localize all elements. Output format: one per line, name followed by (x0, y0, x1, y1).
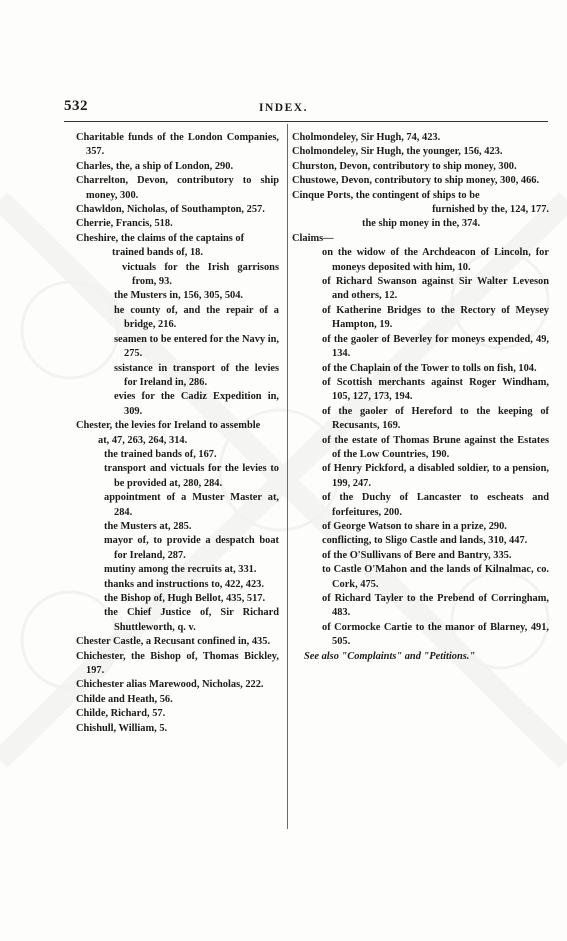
index-subentry: to Castle O'Mahon and the lands of Kilnalmac, co. Cork, 475. (322, 564, 549, 590)
index-subentry: of the Chaplain of the Tower to tolls on fish, 104. (322, 362, 537, 374)
index-subentry: the Chief Justice of, Sir Richard Shuttleworth, q. v. (104, 607, 279, 633)
index-subentry: of the O'Sullivans of Bere and Bantry, 335. (322, 549, 512, 561)
header-rule (64, 121, 548, 122)
index-entry-claims: Claims— (292, 232, 334, 244)
index-entry-cinque-ports: Cinque Ports, the contingent of ships to be (292, 189, 480, 201)
index-subentry: the ship money in the, 374. (362, 218, 481, 230)
index-subentry: of Henry Pickford, a disabled soldier, to a pension, 199, 247. (322, 463, 549, 489)
index-subentry: the Musters at, 285. (104, 520, 192, 532)
running-head: INDEX. (259, 102, 308, 114)
index-subentry: of Richard Tayler to the Prebend of Corringham, 483. (322, 593, 549, 619)
index-entry: Childe and Heath, 56. (76, 693, 173, 705)
index-subentry: victuals for the Irish garrisons from, 93. (122, 261, 279, 288)
index-entry: Churston, Devon, contributory to ship money, 300. (292, 160, 517, 172)
index-column-right (292, 131, 549, 664)
index-subentry: of George Watson to share in a prize, 290. (322, 520, 507, 532)
column-divider (287, 124, 288, 829)
index-entry: Chustowe, Devon, contributory to ship money, 300, 466. (292, 175, 540, 187)
index-entry: Cholmondeley, Sir Hugh, 74, 423. (292, 132, 441, 143)
index-entry-cheshire: Cheshire, the claims of the captains of (76, 232, 245, 244)
index-subentry: of the Duchy of Lancaster to escheats and forfeitures, 200. (322, 492, 549, 518)
index-subentry: of the gaoler of Beverley for moneys expended, 49, 134. (322, 333, 549, 360)
index-subentry: conflicting, to Sligo Castle and lands, 310, 447. (322, 535, 528, 547)
index-column-left (76, 131, 279, 736)
page-number: 532 (64, 98, 88, 114)
index-subentry: of the gaoler of Hereford to the keeping of Recusants, 169. (322, 405, 549, 432)
index-subentry: trained bands of, 18. (112, 247, 203, 259)
index-entry: Chichester, the Bishop of, Thomas Bickley, 197. (76, 650, 279, 677)
index-subentry: seamen to be entered for the Navy in, 275. (114, 333, 279, 360)
index-subentry: appointment of a Muster Master at, 284. (104, 492, 279, 518)
index-subentry: of Scottish merchants against Roger Windham, 105, 127, 173, 194. (322, 376, 549, 403)
index-entry: Chester Castle, a Recusant confined in, 435. (76, 636, 271, 648)
see-also-note: See also "Complaints" and "Petitions." (304, 650, 476, 662)
index-entry: Charrelton, Devon, contributory to ship money, 300. (76, 175, 279, 201)
index-subentry: of Katherine Bridges to the Rectory of Meysey Hampton, 19. (322, 304, 549, 331)
index-entry: Chawldon, Nicholas, of Southampton, 257. (76, 204, 265, 216)
index-subentry: thanks and instructions to, 422, 423. (104, 578, 264, 590)
index-subentry: mayor of, to provide a despatch boat for Ireland, 287. (104, 535, 279, 561)
index-subentry: the trained bands of, 167. (104, 448, 217, 460)
index-subentry: furnished by the, 124, 177. (432, 204, 549, 216)
index-subentry: ssistance in transport of the levies for Ireland in, 286. (114, 362, 279, 388)
index-subentry: at, 47, 263, 264, 314. (98, 434, 188, 446)
index-entry: Chishull, William, 5. (76, 722, 168, 734)
index-subentry: transport and victuals for the levies to be provided at, 280, 284. (104, 463, 279, 489)
index-subentry: he county of, and the repair of a bridge, 216. (114, 304, 279, 331)
index-entry-chester: Chester, the levies for Ireland to assemble (76, 420, 261, 432)
index-subentry: evies for the Cadiz Expedition in, 309. (114, 391, 279, 417)
index-subentry: mutiny among the recruits at, 331. (104, 564, 257, 576)
index-entry: Chichester alias Marewood, Nicholas, 222. (76, 679, 264, 691)
index-subentry: on the widow of the Archdeacon of Lincoln, for moneys deposited with him, 10. (322, 247, 549, 273)
index-subentry: of the estate of Thomas Brune against the Estates of the Low Countries, 190. (322, 434, 549, 460)
index-subentry: the Musters in, 156, 305, 504. (114, 290, 244, 302)
index-entry: Charles, the, a ship of London, 290. (76, 160, 234, 172)
index-subentry: of Richard Swanson against Sir Walter Leveson and others, 12. (322, 276, 549, 302)
index-entry: Childe, Richard, 57. (76, 708, 166, 720)
index-subentry: the Bishop of, Hugh Bellot, 435, 517. (104, 593, 266, 604)
index-entry: Charitable funds of the London Companies, 357. (76, 132, 279, 158)
index-subentry: of Cormocke Cartie to the manor of Blarney, 491, 505. (322, 621, 549, 648)
index-entry: Cholmondeley, Sir Hugh, the younger, 156, 423. (292, 146, 503, 158)
index-entry: Cherrie, Francis, 518. (76, 218, 173, 230)
